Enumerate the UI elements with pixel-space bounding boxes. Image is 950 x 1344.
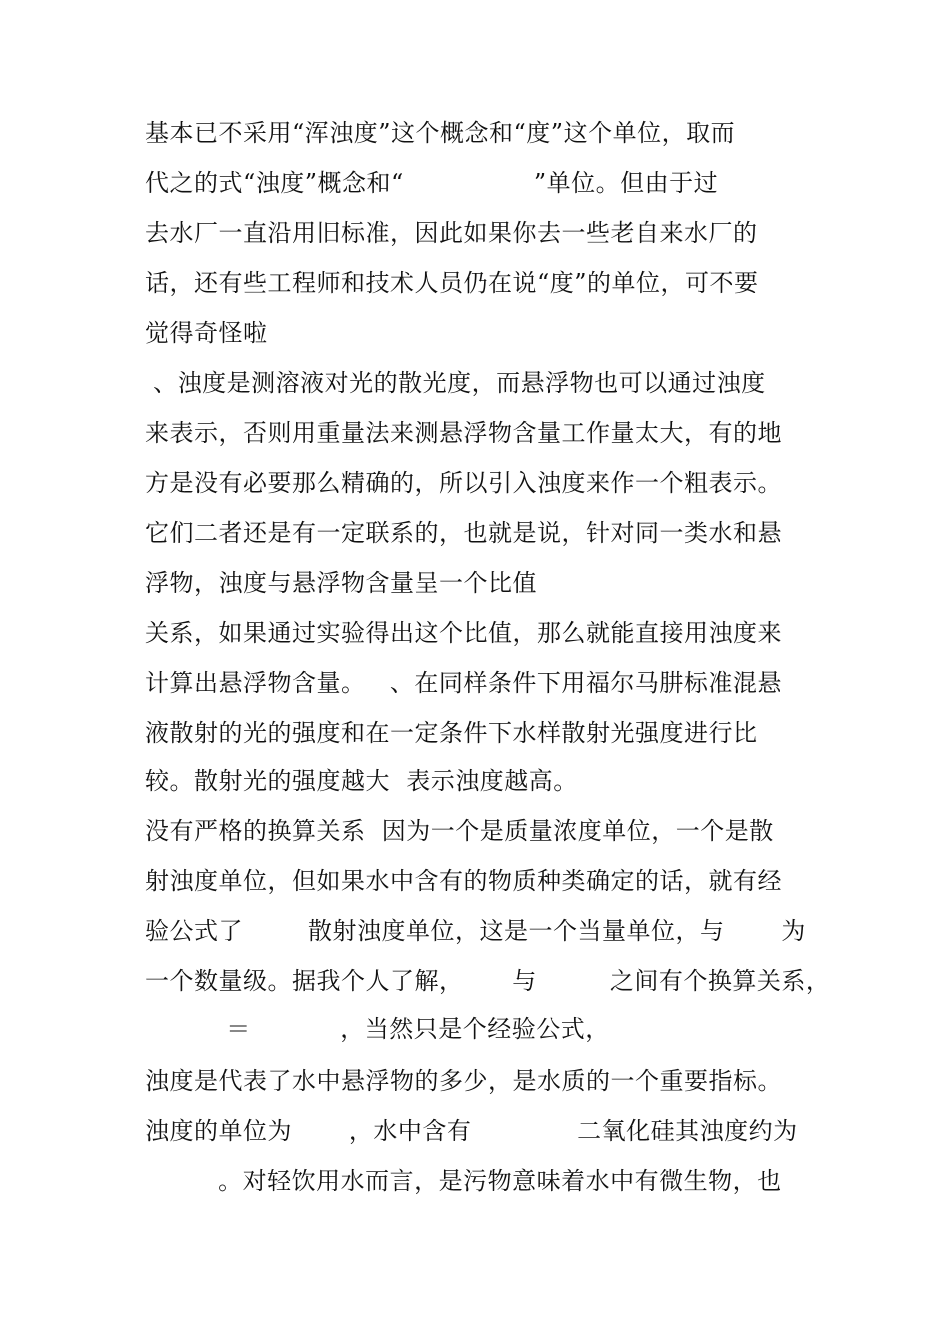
text-line: 代之的式“浊度”概念和“ ”单位。但由于过: [145, 169, 719, 197]
text-line: 基本已不采用“浑浊度”这个概念和“度”这个单位，取而: [145, 119, 736, 147]
text-line: 。对轻饮用水而言，是污物意味着水中有微生物，也: [145, 1167, 782, 1195]
text-line: 方是没有必要那么精确的，所以引入浊度来作一个粗表示。: [145, 469, 782, 497]
text-line: 来表示，否则用重量法来测悬浮物含量工作量太大，有的地: [145, 419, 782, 447]
text-line: 较。散射光的强度越大 表示浊度越高。: [145, 767, 578, 795]
text-line: 浊度是代表了水中悬浮物的多少，是水质的一个重要指标。: [145, 1067, 782, 1095]
text-line: 射浊度单位，但如果水中含有的物质种类确定的话，就有经: [145, 867, 782, 895]
text-line: 浊度的单位为 ，水中含有 二氧化硅其浊度约为: [145, 1117, 798, 1145]
text-line: 关系，如果通过实验得出这个比值，那么就能直接用浊度来: [145, 619, 782, 647]
text-line: 它们二者还是有一定联系的，也就是说，针对同一类水和悬: [145, 519, 782, 547]
text-line: 没有严格的换算关系 因为一个是质量浓度单位，一个是散: [145, 817, 774, 845]
text-line: 计算出悬浮物含量。 、在同样条件下用福尔马肼标准混悬: [145, 669, 782, 697]
text-line: 验公式了 散射浊度单位，这是一个当量单位，与 为: [145, 917, 806, 945]
text-line: 去水厂一直沿用旧标准，因此如果你去一些老自来水厂的: [145, 219, 758, 247]
text-line: 、浊度是测溶液对光的散光度，而悬浮物也可以通过浊度: [145, 369, 766, 397]
text-line: 液散射的光的强度和在一定条件下水样散射光强度进行比: [145, 719, 758, 747]
text-line: 一个数量级。据我个人了解， 与 之间有个换算关系，: [145, 967, 831, 995]
text-line: 浮物，浊度与悬浮物含量呈一个比值: [145, 569, 537, 597]
text-line: 觉得奇怪啦: [145, 319, 268, 347]
text-line: 话，还有些工程师和技术人员仍在说“度”的单位，可不要: [145, 269, 759, 297]
text-line: ＝ ，当然只是个经验公式，: [145, 1015, 610, 1043]
